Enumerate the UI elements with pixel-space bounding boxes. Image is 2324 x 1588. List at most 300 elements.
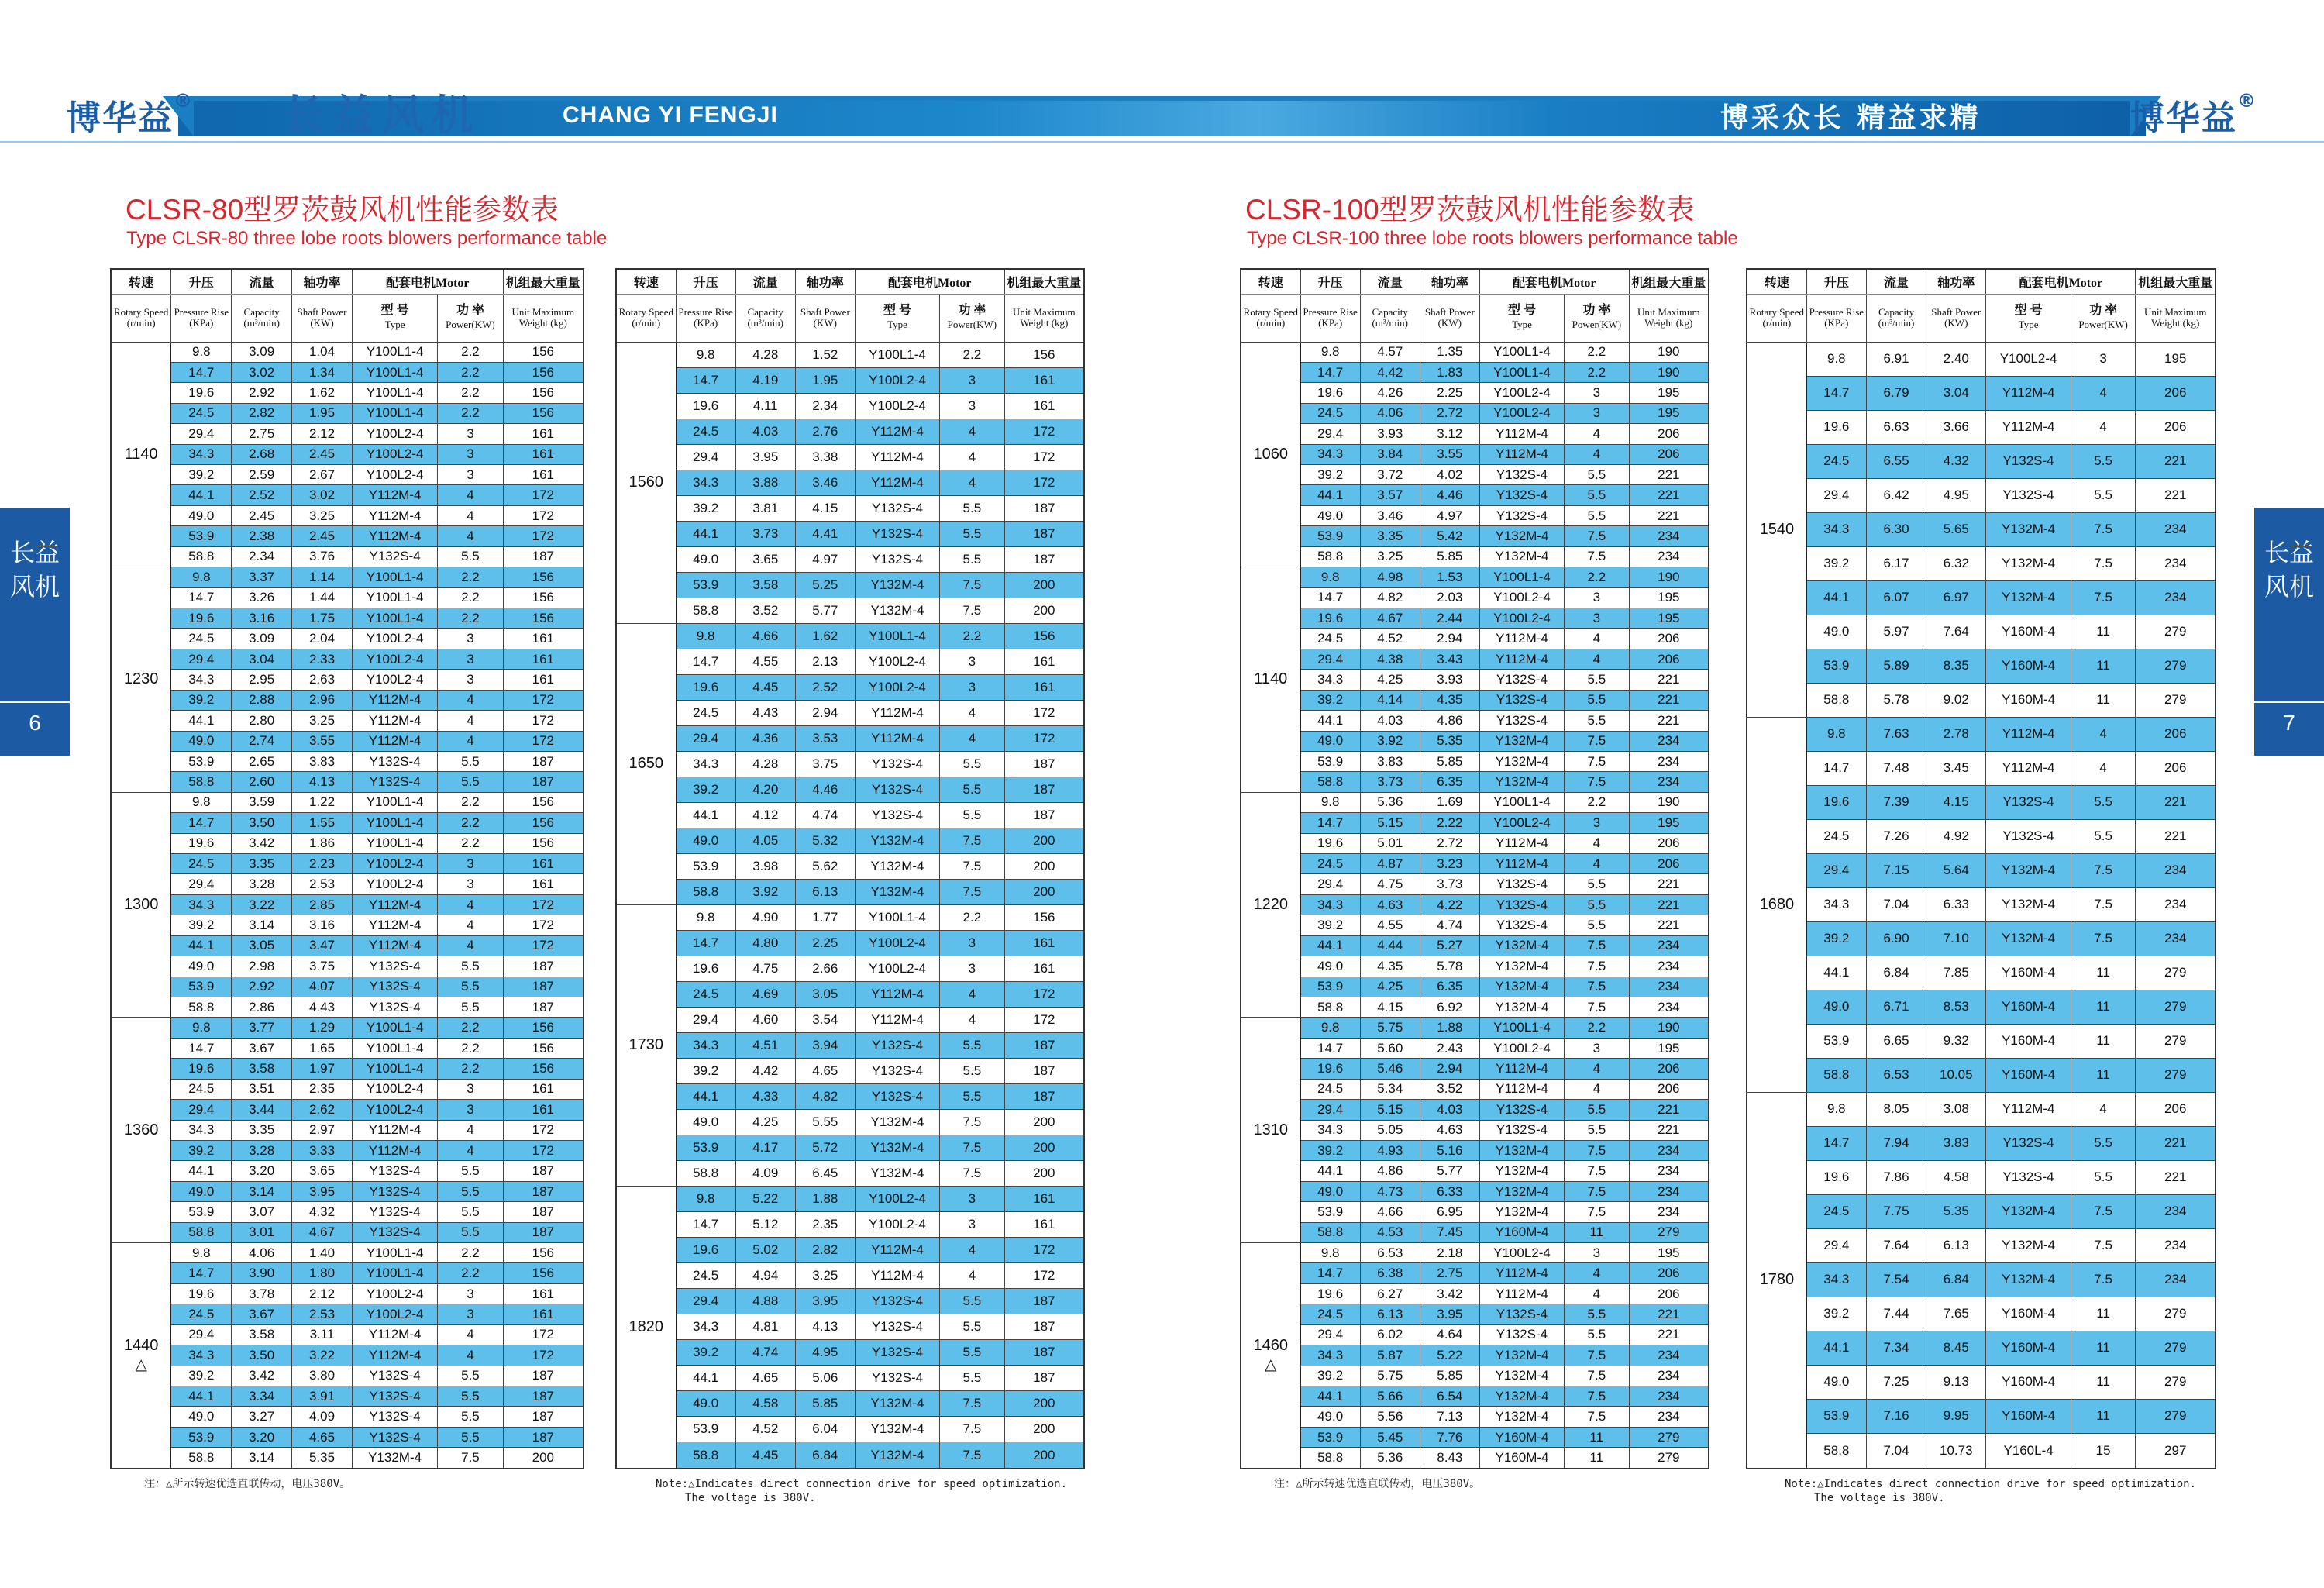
weight-cell: 187 <box>503 1366 584 1386</box>
pressure-cell: 14.7 <box>1300 1038 1360 1058</box>
pressure-cell: 24.5 <box>171 629 232 649</box>
weight-cell: 161 <box>503 465 584 485</box>
table-row <box>1241 649 1709 669</box>
motor-type-cell: Y112M-4 <box>855 1238 939 1263</box>
table-header-row <box>1747 294 2216 342</box>
table-row <box>616 777 1084 802</box>
pressure-cell: 29.4 <box>676 444 735 470</box>
table-row <box>1747 580 2216 615</box>
rotary-speed-cell <box>111 342 171 567</box>
capacity-cell: 4.09 <box>735 1161 795 1187</box>
motor-type-cell: Y112M-4 <box>855 725 939 751</box>
motor-power-cell: 7.5 <box>1565 956 1630 977</box>
pressure-cell: 44.1 <box>1300 711 1360 731</box>
motor-type-cell: Y132S-4 <box>855 546 939 572</box>
shaft-power-cell: 5.35 <box>1420 731 1479 751</box>
pressure-cell: 34.3 <box>171 444 232 464</box>
capacity-cell: 7.15 <box>1866 853 1926 887</box>
table-row <box>1241 383 1709 403</box>
capacity-cell: 3.02 <box>232 362 292 382</box>
weight-cell: 221 <box>1629 1304 1709 1324</box>
motor-power-cell: 11 <box>1565 1427 1630 1447</box>
table-row <box>1241 854 1709 874</box>
pressure-cell: 29.4 <box>1300 649 1360 669</box>
shaft-power-cell: 3.66 <box>1926 410 1986 444</box>
shaft-power-cell: 9.13 <box>1926 1365 1986 1399</box>
motor-power-cell: 5.5 <box>438 772 503 792</box>
header-speed-cn: 转速 <box>616 269 676 294</box>
capacity-cell: 3.07 <box>232 1202 292 1222</box>
motor-power-cell: 4 <box>1565 833 1630 853</box>
motor-power-cell: 4 <box>438 935 503 956</box>
motor-power-cell: 11 <box>2071 1058 2136 1092</box>
shaft-power-cell: 4.63 <box>1420 1120 1479 1140</box>
capacity-cell: 4.52 <box>1360 629 1420 649</box>
pressure-cell: 44.1 <box>1806 1331 1866 1365</box>
weight-cell: 206 <box>1629 1283 1709 1304</box>
capacity-cell: 3.73 <box>735 521 795 546</box>
pressure-cell: 58.8 <box>171 1222 232 1242</box>
table-row <box>1241 813 1709 833</box>
capacity-cell: 6.55 <box>1866 444 1926 478</box>
motor-type-cell: Y132S-4 <box>1986 819 2071 853</box>
weight-cell: 200 <box>1004 828 1084 853</box>
page-number-left: 6 <box>29 711 41 735</box>
motor-type-cell: Y112M-4 <box>1479 1079 1564 1099</box>
pressure-cell: 58.8 <box>676 598 735 623</box>
shaft-power-cell: 3.38 <box>795 444 855 470</box>
motor-type-cell: Y132S-4 <box>1479 670 1564 690</box>
header-motor-type-en: Type <box>887 319 907 330</box>
pressure-cell: 53.9 <box>1806 649 1866 683</box>
weight-cell: 161 <box>1004 649 1084 674</box>
capacity-cell: 4.60 <box>735 1007 795 1032</box>
table-row <box>616 1109 1084 1135</box>
capacity-cell: 4.38 <box>1360 649 1420 669</box>
shaft-power-cell: 3.08 <box>1926 1092 1986 1126</box>
right-note-en-line2: The voltage is 380V. <box>1814 1492 1945 1504</box>
motor-type-cell: Y112M-4 <box>1986 1092 2071 1126</box>
motor-power-cell: 3 <box>438 1100 503 1120</box>
motor-type-cell: Y100L2-4 <box>352 424 437 444</box>
weight-cell: 187 <box>503 1386 584 1407</box>
motor-type-cell: Y160M-4 <box>1479 1427 1564 1447</box>
shaft-power-cell: 6.13 <box>795 879 855 904</box>
shaft-power-cell: 3.33 <box>292 1140 353 1160</box>
weight-cell: 279 <box>1629 1222 1709 1242</box>
table-row <box>1747 649 2216 683</box>
rotary-speed-cell <box>1747 1092 1806 1469</box>
motor-power-cell: 4 <box>438 894 503 915</box>
shaft-power-cell: 1.52 <box>795 342 855 367</box>
pressure-cell: 14.7 <box>171 1038 232 1058</box>
motor-power-cell: 7.5 <box>2071 580 2136 615</box>
capacity-cell: 6.79 <box>1866 376 1926 410</box>
header-speed-cn: 转速 <box>1241 269 1300 294</box>
table-row <box>111 833 584 853</box>
header-title-en: CHANG YI FENGJI <box>563 102 778 128</box>
capacity-cell: 6.90 <box>1866 921 1926 956</box>
table-row <box>111 1243 584 1263</box>
motor-type-cell: Y132M-4 <box>1986 1228 2071 1262</box>
motor-power-cell: 7.5 <box>940 828 1005 853</box>
weight-cell: 156 <box>1004 623 1084 649</box>
rotary-speed-cell <box>616 623 676 904</box>
pressure-cell: 24.5 <box>676 981 735 1007</box>
capacity-cell: 3.25 <box>1360 546 1420 567</box>
header-motor-type-en: Type <box>1512 319 1532 330</box>
table-header-row <box>616 269 1084 294</box>
table-row <box>616 1032 1084 1058</box>
capacity-cell: 5.36 <box>1360 792 1420 812</box>
motor-power-cell: 7.5 <box>1565 1366 1630 1386</box>
shaft-power-cell: 2.75 <box>1420 1263 1479 1283</box>
table-row <box>111 1427 584 1447</box>
motor-type-cell: Y132M-4 <box>352 1448 437 1469</box>
header-speed-en: Rotary Speed (r/min) <box>111 294 171 342</box>
motor-power-cell: 2.2 <box>438 362 503 382</box>
motor-power-cell: 5.5 <box>940 1366 1005 1391</box>
pressure-cell: 49.0 <box>1806 990 1866 1024</box>
motor-type-cell: Y132M-4 <box>1479 526 1564 546</box>
pressure-cell: 34.3 <box>1300 1120 1360 1140</box>
weight-cell: 161 <box>503 424 584 444</box>
motor-type-cell: Y100L2-4 <box>352 629 437 649</box>
weight-cell: 221 <box>2136 444 2216 478</box>
table-row <box>616 1442 1084 1469</box>
capacity-cell: 6.65 <box>1866 1024 1926 1058</box>
header-speed-cn: 转速 <box>1747 269 1806 294</box>
motor-type-cell: Y100L2-4 <box>855 649 939 674</box>
motor-power-cell: 7.5 <box>940 1161 1005 1187</box>
capacity-cell: 3.28 <box>232 1140 292 1160</box>
table-row <box>616 1007 1084 1032</box>
capacity-cell: 7.16 <box>1866 1399 1926 1433</box>
pressure-cell: 39.2 <box>676 1058 735 1083</box>
motor-power-cell: 5.5 <box>940 1289 1005 1314</box>
table-row <box>616 904 1084 930</box>
motor-type-cell: Y132S-4 <box>1479 915 1564 935</box>
table-row <box>1241 1283 1709 1304</box>
capacity-cell: 3.51 <box>232 1079 292 1099</box>
shaft-power-cell: 3.23 <box>1420 854 1479 874</box>
motor-type-cell: Y112M-4 <box>1986 376 2071 410</box>
header-motor: 配套电机Motor <box>1479 269 1629 294</box>
shaft-power-cell: 4.15 <box>1926 785 1986 819</box>
weight-cell: 156 <box>503 1243 584 1263</box>
weight-cell: 187 <box>503 1202 584 1222</box>
table-row <box>616 598 1084 623</box>
rotary-speed-value: 1440 <box>123 1337 159 1355</box>
weight-cell: 279 <box>1629 1448 1709 1469</box>
capacity-cell: 5.01 <box>1360 833 1420 853</box>
shaft-power-cell: 3.43 <box>1420 649 1479 669</box>
table-row <box>111 997 584 1018</box>
motor-power-cell: 7.5 <box>2071 1228 2136 1262</box>
shaft-power-cell: 2.94 <box>1420 1059 1479 1079</box>
capacity-cell: 4.12 <box>735 802 795 828</box>
weight-cell: 187 <box>503 1427 584 1447</box>
table-row <box>111 854 584 874</box>
capacity-cell: 3.84 <box>1360 444 1420 464</box>
weight-cell: 206 <box>1629 1059 1709 1079</box>
pressure-cell: 39.2 <box>1300 1140 1360 1160</box>
motor-type-cell: Y160M-4 <box>1479 1448 1564 1469</box>
capacity-cell: 2.65 <box>232 751 292 771</box>
weight-cell: 221 <box>1629 1100 1709 1120</box>
weight-cell: 172 <box>1004 470 1084 495</box>
shaft-power-cell: 7.85 <box>1926 956 1986 990</box>
weight-cell: 234 <box>2136 887 2216 921</box>
weight-cell: 172 <box>1004 444 1084 470</box>
shaft-power-cell: 5.85 <box>1420 546 1479 567</box>
performance-table-clsr100-b <box>1746 268 2216 1469</box>
motor-type-cell: Y100L2-4 <box>855 1187 939 1212</box>
motor-type-cell: Y100L1-4 <box>352 833 437 853</box>
weight-cell: 156 <box>1004 342 1084 367</box>
capacity-cell: 5.46 <box>1360 1059 1420 1079</box>
capacity-cell: 4.25 <box>735 1109 795 1135</box>
motor-type-cell: Y132S-4 <box>855 1083 939 1109</box>
weight-cell: 206 <box>2136 410 2216 444</box>
weight-cell: 187 <box>503 1181 584 1201</box>
weight-cell: 161 <box>1004 367 1084 393</box>
motor-type-cell: Y132S-4 <box>855 495 939 521</box>
motor-type-cell: Y160M-4 <box>1986 1058 2071 1092</box>
table-row <box>616 444 1084 470</box>
table-row <box>111 526 584 546</box>
motor-power-cell: 3 <box>1565 383 1630 403</box>
pressure-cell: 29.4 <box>1806 1228 1866 1262</box>
pressure-cell: 9.8 <box>676 1187 735 1212</box>
header-pressure-rise-en: Pressure Rise (KPa) <box>676 294 735 342</box>
shaft-power-cell: 7.45 <box>1420 1222 1479 1242</box>
pressure-cell: 39.2 <box>676 1340 735 1366</box>
table-row <box>1747 1160 2216 1194</box>
motor-power-cell: 7.5 <box>2071 887 2136 921</box>
motor-power-cell: 5.5 <box>1565 1304 1630 1324</box>
capacity-cell: 7.48 <box>1866 751 1926 785</box>
motor-power-cell: 4 <box>2071 376 2136 410</box>
capacity-cell: 7.04 <box>1866 887 1926 921</box>
pressure-cell: 44.1 <box>676 1083 735 1109</box>
weight-cell: 187 <box>503 751 584 771</box>
motor-power-cell: 5.5 <box>940 777 1005 802</box>
table-row <box>1241 1345 1709 1366</box>
capacity-cell: 4.82 <box>1360 587 1420 608</box>
weight-cell: 187 <box>1004 1289 1084 1314</box>
table-row <box>1241 1161 1709 1181</box>
shaft-power-cell: 2.12 <box>292 424 353 444</box>
motor-type-cell: Y112M-4 <box>1479 649 1564 669</box>
table-row <box>111 1100 584 1120</box>
motor-type-cell: Y132M-4 <box>1986 853 2071 887</box>
pressure-cell: 58.8 <box>171 546 232 567</box>
pressure-cell: 29.4 <box>1806 853 1866 887</box>
capacity-cell: 5.66 <box>1360 1386 1420 1407</box>
weight-cell: 221 <box>1629 505 1709 525</box>
shaft-power-cell: 2.03 <box>1420 587 1479 608</box>
shaft-power-cell: 4.82 <box>795 1083 855 1109</box>
pressure-cell: 9.8 <box>1806 1092 1866 1126</box>
table-row <box>111 1202 584 1222</box>
weight-cell: 279 <box>2136 649 2216 683</box>
pressure-cell: 34.3 <box>676 1314 735 1340</box>
capacity-cell: 4.19 <box>735 367 795 393</box>
weight-cell: 221 <box>1629 1120 1709 1140</box>
capacity-cell: 3.42 <box>232 833 292 853</box>
motor-power-cell: 5.5 <box>940 521 1005 546</box>
capacity-cell: 5.15 <box>1360 813 1420 833</box>
page-number-right: 7 <box>2283 711 2295 735</box>
table-row <box>111 751 584 771</box>
table-row <box>111 1161 584 1181</box>
pressure-cell: 58.8 <box>1300 1448 1360 1469</box>
motor-power-cell: 3 <box>438 874 503 894</box>
table-row <box>616 1391 1084 1417</box>
weight-cell: 156 <box>503 792 584 812</box>
motor-power-cell: 4 <box>940 1238 1005 1263</box>
table-row <box>616 1135 1084 1160</box>
capacity-cell: 2.60 <box>232 772 292 792</box>
motor-power-cell: 11 <box>1565 1448 1630 1469</box>
table-row <box>1241 711 1709 731</box>
pressure-cell: 24.5 <box>1300 1304 1360 1324</box>
shaft-power-cell: 6.04 <box>795 1417 855 1442</box>
capacity-cell: 4.03 <box>1360 711 1420 731</box>
shaft-power-cell: 5.06 <box>795 1366 855 1391</box>
table-row <box>1241 362 1709 382</box>
motor-type-cell: Y160M-4 <box>1986 990 2071 1024</box>
shaft-power-cell: 4.02 <box>1420 465 1479 485</box>
capacity-cell: 4.93 <box>1360 1140 1420 1160</box>
capacity-cell: 7.86 <box>1866 1160 1926 1194</box>
pressure-cell: 24.5 <box>1300 854 1360 874</box>
motor-type-cell: Y132S-4 <box>1986 1126 2071 1160</box>
pressure-cell: 24.5 <box>1806 819 1866 853</box>
weight-cell: 161 <box>503 629 584 649</box>
capacity-cell: 4.55 <box>735 649 795 674</box>
motor-power-cell: 3 <box>438 649 503 669</box>
weight-cell: 279 <box>2136 1058 2216 1092</box>
table-row <box>1747 1194 2216 1228</box>
table-row <box>1747 1058 2216 1092</box>
capacity-cell: 6.07 <box>1866 580 1926 615</box>
shaft-power-cell: 3.93 <box>1420 670 1479 690</box>
shaft-power-cell: 2.44 <box>1420 608 1479 628</box>
motor-type-cell: Y132S-4 <box>855 1340 939 1366</box>
weight-cell: 234 <box>1629 751 1709 771</box>
pressure-cell: 9.8 <box>171 1243 232 1263</box>
table-row <box>111 485 584 505</box>
pressure-cell: 53.9 <box>171 751 232 771</box>
pressure-cell: 49.0 <box>171 731 232 751</box>
capacity-cell: 4.75 <box>735 956 795 981</box>
header-weight-en: Unit Maximum Weight (kg) <box>503 294 584 342</box>
table-row <box>111 403 584 423</box>
motor-type-cell: Y100L2-4 <box>855 393 939 419</box>
table-header-row <box>111 294 584 342</box>
pressure-cell: 14.7 <box>1300 362 1360 382</box>
shaft-power-cell: 4.22 <box>1420 894 1479 915</box>
capacity-cell: 4.33 <box>735 1083 795 1109</box>
motor-power-cell: 4 <box>438 1345 503 1366</box>
table-row <box>616 419 1084 444</box>
motor-power-cell: 4 <box>940 470 1005 495</box>
shaft-power-cell: 4.86 <box>1420 711 1479 731</box>
motor-type-cell: Y100L2-4 <box>352 444 437 464</box>
capacity-cell: 4.53 <box>1360 1222 1420 1242</box>
table-row <box>1747 751 2216 785</box>
capacity-cell: 3.22 <box>232 894 292 915</box>
right-note-en-line1: Note:△Indicates direct connection drive for speed optimization. <box>1785 1478 2197 1490</box>
rotary-speed-cell <box>616 904 676 1186</box>
shaft-power-cell: 4.09 <box>292 1407 353 1427</box>
table-row <box>111 465 584 485</box>
left-note-en <box>656 1477 1067 1505</box>
capacity-cell: 3.81 <box>735 495 795 521</box>
shaft-power-cell: 2.35 <box>795 1212 855 1238</box>
shaft-power-cell: 8.43 <box>1420 1448 1479 1469</box>
pressure-cell: 39.2 <box>1806 1297 1866 1331</box>
motor-type-cell: Y132M-4 <box>1479 997 1564 1018</box>
motor-power-cell: 3 <box>438 629 503 649</box>
motor-power-cell: 5.5 <box>438 1386 503 1407</box>
motor-power-cell: 7.5 <box>438 1448 503 1469</box>
pressure-cell: 29.4 <box>1806 478 1866 512</box>
capacity-cell: 3.28 <box>232 874 292 894</box>
table-body <box>1747 342 2216 1469</box>
header-shaft-power-en: Shaft Power (KW) <box>292 294 353 342</box>
motor-type-cell: Y132M-4 <box>1479 731 1564 751</box>
motor-power-cell: 4 <box>438 690 503 710</box>
table-row <box>1241 1263 1709 1283</box>
motor-type-cell: Y100L1-4 <box>352 567 437 587</box>
shaft-power-cell: 2.82 <box>795 1238 855 1263</box>
motor-power-cell: 5.5 <box>1565 505 1630 525</box>
capacity-cell: 7.64 <box>1866 1228 1926 1262</box>
pressure-cell: 58.8 <box>1300 1222 1360 1242</box>
motor-type-cell: Y100L2-4 <box>352 465 437 485</box>
table-row <box>1241 935 1709 956</box>
header-motor: 配套电机Motor <box>1986 269 2136 294</box>
table-row <box>111 977 584 997</box>
motor-power-cell: 4 <box>1565 1283 1630 1304</box>
motor-type-cell: Y100L1-4 <box>1479 1018 1564 1038</box>
pressure-cell: 44.1 <box>1806 580 1866 615</box>
capacity-cell: 6.71 <box>1866 990 1926 1024</box>
rotary-speed-value: 1220 <box>1253 896 1289 914</box>
table-row <box>1241 1120 1709 1140</box>
motor-power-cell: 11 <box>2071 649 2136 683</box>
motor-type-cell: Y112M-4 <box>1479 854 1564 874</box>
motor-power-cell: 4 <box>438 485 503 505</box>
motor-type-cell: Y132S-4 <box>1479 1120 1564 1140</box>
performance-table-clsr80-a <box>110 268 584 1469</box>
weight-cell: 200 <box>1004 1417 1084 1442</box>
weight-cell: 190 <box>1629 792 1709 812</box>
header-motor-power <box>438 294 503 342</box>
motor-power-cell: 3 <box>1565 813 1630 833</box>
table-row <box>616 1083 1084 1109</box>
header-shaft-power-en: Shaft Power (KW) <box>1420 294 1479 342</box>
header-motor-type <box>352 294 437 342</box>
header-motor-type-cn: 型 号 <box>2014 304 2043 317</box>
shaft-power-cell: 4.07 <box>292 977 353 997</box>
pressure-cell: 19.6 <box>676 956 735 981</box>
shaft-power-cell: 2.66 <box>795 956 855 981</box>
shaft-power-cell: 1.62 <box>795 623 855 649</box>
